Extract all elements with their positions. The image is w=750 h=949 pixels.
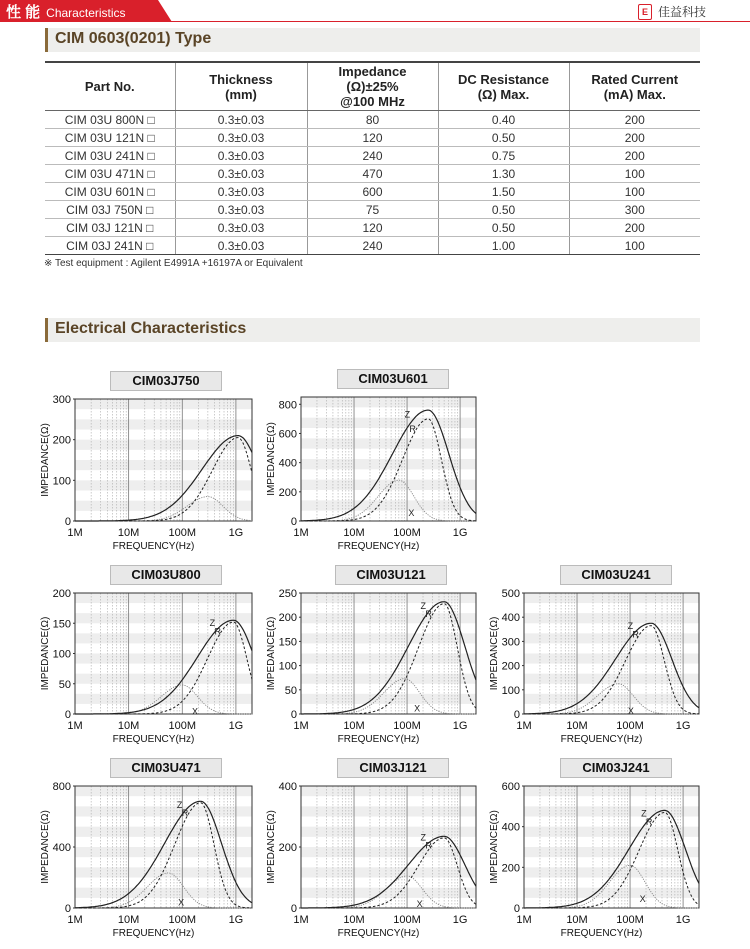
y-tick-label: 100: [501, 684, 520, 697]
column-header-line: (Ω)±25%: [346, 79, 399, 94]
curve-label: Z: [209, 618, 216, 629]
x-tick-label: 1G: [452, 914, 468, 926]
table-cell: 0.3±0.03: [175, 201, 307, 219]
x-tick-label: 100M: [393, 914, 421, 926]
header-rule: [0, 21, 750, 22]
grid-band: [301, 694, 476, 704]
curve-label: Z: [420, 832, 427, 843]
table-cell: 0.50: [438, 219, 569, 237]
y-tick-label: 800: [52, 781, 71, 793]
table-cell: 0.3±0.03: [175, 147, 307, 165]
x-tick-label: 10M: [117, 527, 140, 539]
y-tick-label: 100: [52, 475, 71, 488]
grid-band: [75, 827, 252, 837]
table-cell: 0.3±0.03: [175, 183, 307, 201]
x-tick-label: 10M: [343, 527, 365, 539]
grid-band: [75, 399, 252, 409]
table-cell: 200: [569, 111, 700, 129]
top-header: [0, 0, 750, 22]
table-cell: 600: [307, 183, 438, 201]
grid-band: [75, 593, 252, 603]
table-cell: 0.3±0.03: [175, 129, 307, 147]
x-tick-label: 10M: [343, 914, 365, 926]
chart-title: CIM03U471: [110, 758, 222, 778]
grid-band: [301, 438, 476, 448]
table-cell: CIM 03J 750N □: [45, 201, 175, 219]
y-tick-label: 400: [501, 612, 520, 625]
curve-label: R: [632, 629, 639, 640]
grid-band: [524, 888, 699, 898]
y-tick-label: 0: [64, 516, 71, 528]
table-row: [45, 165, 700, 183]
y-tick-label: 800: [278, 399, 297, 412]
x-tick-label: 10M: [566, 914, 588, 926]
x-tick-label: 1G: [228, 914, 244, 926]
table-cell: 120: [307, 219, 438, 237]
table-cell: 200: [569, 129, 700, 147]
y-tick-label: 0: [513, 709, 520, 721]
column-header: [438, 62, 569, 111]
grid-band: [524, 633, 699, 643]
x-tick-label: 100M: [168, 720, 197, 732]
grid-band: [524, 827, 699, 837]
x-tick-label: 100M: [168, 914, 197, 926]
grid-band: [75, 867, 252, 877]
table-cell: 470: [307, 165, 438, 183]
grid-band: [301, 827, 476, 837]
table-header-row: [45, 62, 700, 111]
y-axis-label: IMPEDANCE(Ω): [266, 810, 277, 884]
curve-label: R: [214, 626, 222, 637]
grid-band: [524, 847, 699, 857]
table-row: [45, 111, 700, 129]
column-header: [569, 62, 700, 111]
table-cell: 100: [569, 237, 700, 255]
table-cell: CIM 03U 800N □: [45, 111, 175, 129]
y-tick-label: 0: [64, 709, 71, 721]
y-axis-label: IMPEDANCE(Ω): [266, 422, 277, 496]
table-cell: 240: [307, 237, 438, 255]
x-tick-label: 1G: [675, 914, 691, 926]
column-header-line: @100 MHz: [340, 94, 405, 109]
y-tick-label: 0: [290, 903, 297, 915]
table-cell: 200: [569, 219, 700, 237]
header-title-cn: 性 能: [6, 4, 41, 21]
x-axis-label: FREQUENCY(Hz): [337, 734, 420, 745]
y-tick-label: 400: [501, 821, 520, 834]
x-tick-label: 1M: [67, 527, 83, 539]
grid-band: [301, 888, 476, 898]
curve-label: R: [425, 609, 432, 620]
x-tick-label: 10M: [566, 720, 588, 732]
table-cell: 75: [307, 201, 438, 219]
y-axis-label: IMPEDANCE(Ω): [266, 616, 277, 691]
grid-band: [301, 500, 476, 510]
grid-band: [301, 397, 476, 407]
y-tick-label: 600: [501, 781, 520, 793]
grid-band: [301, 613, 476, 623]
grid-band: [301, 786, 476, 796]
curve-label: Z: [420, 601, 427, 612]
x-tick-label: 1M: [516, 914, 532, 926]
table-row: [45, 147, 700, 165]
grid-band: [524, 613, 699, 623]
x-axis-label: FREQUENCY(Hz): [560, 928, 643, 939]
chart-title: CIM03J241: [560, 758, 672, 778]
y-tick-label: 200: [52, 434, 71, 447]
impedance-chart: [489, 781, 699, 939]
grid-band: [75, 480, 252, 490]
table-cell: 200: [569, 147, 700, 165]
column-header: [307, 62, 438, 111]
table-cell: 0.3±0.03: [175, 111, 307, 129]
y-tick-label: 50: [284, 684, 297, 697]
impedance-chart: [40, 781, 252, 939]
grid-band: [301, 633, 476, 643]
table-cell: 0.40: [438, 111, 569, 129]
x-axis-label: FREQUENCY(Hz): [337, 541, 420, 552]
impedance-chart: [40, 588, 252, 745]
y-tick-label: 200: [278, 486, 297, 499]
impedance-chart: [489, 588, 699, 745]
table-row: [45, 237, 700, 255]
header-title: [6, 1, 126, 22]
table-cell: 100: [569, 165, 700, 183]
y-tick-label: 150: [278, 636, 297, 649]
x-tick-label: 1G: [675, 720, 691, 732]
x-tick-label: 1G: [452, 527, 468, 539]
x-tick-label: 10M: [117, 914, 140, 926]
table-cell: 120: [307, 129, 438, 147]
x-tick-label: 1M: [293, 720, 309, 732]
x-tick-label: 100M: [616, 720, 644, 732]
grid-band: [75, 654, 252, 664]
section-type-bar: [45, 28, 700, 52]
grid-band: [301, 418, 476, 428]
grid-band: [75, 633, 252, 643]
grid-band: [301, 867, 476, 877]
x-axis-label: FREQUENCY(Hz): [560, 734, 643, 745]
table-cell: CIM 03J 121N □: [45, 219, 175, 237]
curve-label: X: [414, 703, 421, 714]
chart-title: CIM03U800: [110, 565, 222, 585]
table-cell: 0.3±0.03: [175, 219, 307, 237]
grid-band: [524, 593, 699, 603]
section-elec-title: Electrical Characteristics: [55, 320, 247, 337]
y-tick-label: 400: [278, 781, 297, 793]
grid-band: [301, 593, 476, 603]
y-tick-label: 300: [501, 636, 520, 649]
x-tick-label: 100M: [393, 527, 421, 539]
x-tick-label: 100M: [168, 527, 197, 539]
y-tick-label: 250: [278, 588, 297, 600]
curve-label: Z: [404, 409, 411, 420]
grid-band: [524, 786, 699, 796]
curve-label: R: [409, 423, 416, 434]
table-cell: 0.50: [438, 129, 569, 147]
table-row: [45, 129, 700, 147]
curve-label: X: [178, 897, 185, 908]
y-tick-label: 300: [52, 394, 71, 406]
curve-label: Z: [627, 620, 634, 631]
grid-band: [524, 806, 699, 816]
table-cell: CIM 03J 241N □: [45, 237, 175, 255]
table-cell: CIM 03U 471N □: [45, 165, 175, 183]
section-marker: [45, 28, 48, 52]
x-axis-label: FREQUENCY(Hz): [112, 734, 195, 745]
x-tick-label: 1M: [293, 914, 309, 926]
impedance-chart: [266, 588, 476, 745]
table-row: [45, 183, 700, 201]
grid-band: [75, 674, 252, 684]
grid-band: [75, 806, 252, 816]
y-tick-label: 200: [278, 842, 297, 854]
table-cell: 0.50: [438, 201, 569, 219]
column-header-line: (mA) Max.: [603, 86, 666, 102]
table-cell: CIM 03U 121N □: [45, 129, 175, 147]
x-tick-label: 10M: [343, 720, 365, 732]
chart-title: CIM03U241: [560, 565, 672, 585]
table-cell: 300: [569, 201, 700, 219]
table-row: [45, 219, 700, 237]
x-tick-label: 1G: [228, 527, 244, 539]
curve-label: X: [408, 508, 415, 519]
x-tick-label: 1M: [516, 720, 532, 732]
impedance-chart: [40, 394, 252, 552]
x-tick-label: 1M: [67, 914, 83, 926]
impedance-chart: [266, 781, 476, 939]
column-header: [45, 62, 175, 111]
table-cell: CIM 03U 601N □: [45, 183, 175, 201]
curve-label: Z: [176, 800, 183, 811]
curve-label: R: [181, 807, 189, 818]
grid-band: [75, 694, 252, 704]
y-tick-label: 0: [290, 709, 297, 721]
test-equipment-note: ※ Test equipment : Agilent E4991A +16197A or Equivalent: [44, 258, 303, 269]
table-cell: 100: [569, 183, 700, 201]
grid-band: [75, 786, 252, 796]
table-body: [45, 111, 700, 255]
section-elec-bar: [45, 318, 700, 342]
y-tick-label: 400: [52, 842, 71, 854]
header-title-en: Characteristics: [46, 6, 126, 20]
y-tick-label: 200: [52, 588, 71, 600]
y-axis-label: IMPEDANCE(Ω): [489, 810, 500, 884]
table-row: [45, 201, 700, 219]
chart-title: CIM03U121: [335, 565, 447, 585]
grid-band: [75, 613, 252, 623]
curve-label: R: [425, 840, 432, 851]
y-tick-label: 0: [513, 903, 520, 915]
y-tick-label: 150: [52, 618, 71, 631]
column-header-line: DC Resistance: [457, 71, 550, 87]
grid-band: [301, 674, 476, 684]
column-header-line: (mm): [225, 86, 257, 102]
y-tick-label: 200: [501, 660, 520, 673]
x-tick-label: 10M: [117, 720, 140, 732]
grid-band: [524, 674, 699, 684]
x-tick-label: 1M: [67, 720, 83, 732]
table-cell: 80: [307, 111, 438, 129]
table-cell: 0.3±0.03: [175, 165, 307, 183]
column-header-line: Rated Current: [591, 71, 679, 87]
table-cell: 1.00: [438, 237, 569, 255]
grid-band: [75, 460, 252, 470]
curve-label: X: [627, 705, 634, 716]
x-axis-label: FREQUENCY(Hz): [112, 928, 195, 939]
chart-title: CIM03J121: [337, 758, 449, 778]
grid-band: [75, 419, 252, 429]
x-tick-label: 1G: [228, 720, 244, 732]
y-axis-label: IMPEDANCE(Ω): [40, 616, 51, 691]
x-axis-label: FREQUENCY(Hz): [337, 928, 420, 939]
y-tick-label: 100: [52, 648, 71, 661]
grid-band: [524, 694, 699, 704]
column-header: [175, 62, 307, 111]
column-header-line: (Ω) Max.: [477, 86, 530, 102]
y-tick-label: 100: [278, 660, 297, 673]
table-cell: 1.30: [438, 165, 569, 183]
brand: [638, 3, 706, 20]
table-cell: 1.50: [438, 183, 569, 201]
x-axis-label: FREQUENCY(Hz): [112, 541, 195, 552]
column-header-line: Thickness: [209, 71, 273, 87]
grid-band: [301, 654, 476, 664]
table-cell: 240: [307, 147, 438, 165]
y-tick-label: 500: [501, 588, 520, 600]
curve-label: Z: [641, 808, 647, 819]
column-header-line: Part No.: [84, 79, 135, 94]
y-tick-label: 600: [278, 428, 297, 441]
y-tick-label: 0: [64, 903, 71, 915]
x-tick-label: 1G: [452, 720, 468, 732]
y-tick-label: 200: [501, 862, 520, 875]
curve-label: X: [639, 894, 646, 905]
y-axis-label: IMPEDANCE(Ω): [489, 616, 500, 691]
table-cell: CIM 03U 241N □: [45, 147, 175, 165]
grid-band: [301, 806, 476, 816]
y-tick-label: 400: [278, 457, 297, 470]
curve-label: X: [416, 899, 423, 910]
y-axis-label: IMPEDANCE(Ω): [40, 423, 51, 497]
y-axis-label: IMPEDANCE(Ω): [40, 810, 51, 884]
column-header-line: Impedance: [338, 64, 407, 79]
section-type-title: CIM 0603(0201) Type: [55, 30, 212, 47]
section-marker: [45, 318, 48, 342]
impedance-chart: [266, 397, 476, 552]
spec-table: [45, 61, 700, 255]
curve-label: X: [192, 706, 199, 717]
brand-name: 佳益科技: [657, 5, 706, 19]
table-cell: 0.75: [438, 147, 569, 165]
grid-band: [75, 501, 252, 511]
y-tick-label: 50: [58, 678, 71, 691]
y-tick-label: 0: [290, 516, 297, 528]
brand-logo-icon: E: [638, 4, 652, 20]
chart-title: CIM03J750: [110, 371, 222, 391]
grid-band: [301, 847, 476, 857]
table-cell: 0.3±0.03: [175, 237, 307, 255]
chart-title: CIM03U601: [337, 369, 449, 389]
x-tick-label: 100M: [393, 720, 421, 732]
y-tick-label: 200: [278, 612, 297, 625]
x-tick-label: 1M: [293, 527, 309, 539]
curve-label: R: [645, 816, 653, 827]
x-tick-label: 100M: [616, 914, 644, 926]
